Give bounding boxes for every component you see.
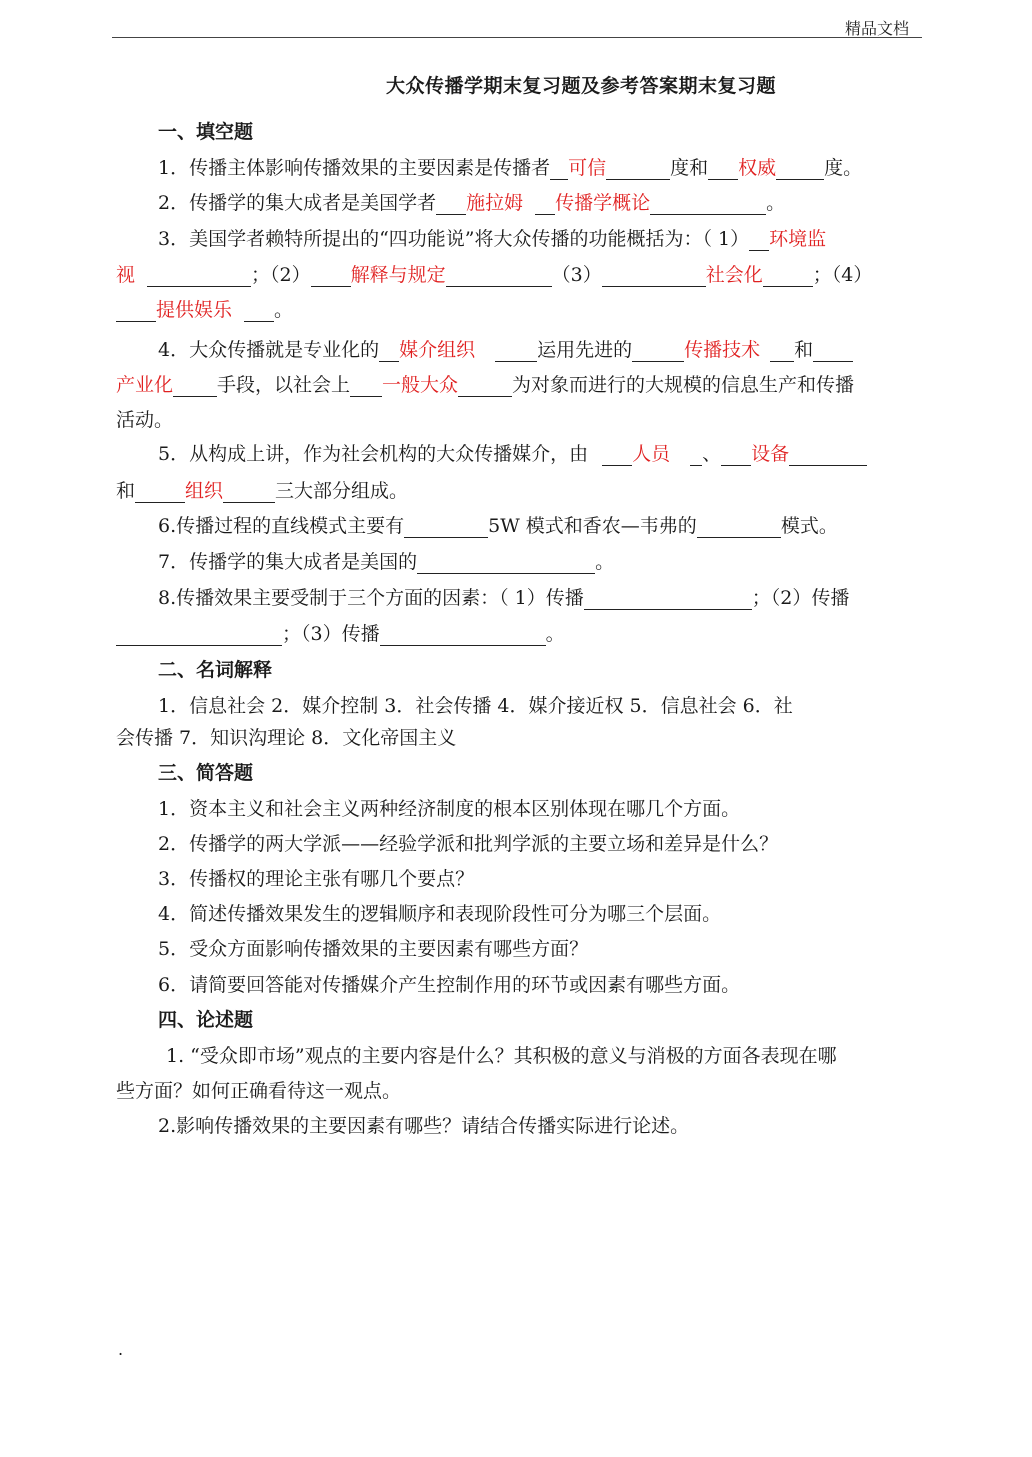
question-5	[158, 442, 867, 466]
question-text: 5W 模式和香农—韦弗的	[488, 515, 697, 537]
section-heading-terms: 二、名词解释	[158, 659, 273, 681]
blank-line	[173, 376, 217, 397]
blank-line	[708, 159, 738, 180]
question-text: 度。	[824, 157, 863, 179]
answer-text: 媒介组织	[399, 339, 476, 361]
question-text: 1．传播主体影响传播效果的主要因素是传播者	[158, 157, 551, 179]
blank-line	[135, 482, 185, 503]
blank-line	[697, 517, 781, 538]
blank-line	[244, 301, 274, 322]
answer-text: 可信	[568, 157, 607, 179]
blank-line	[350, 376, 382, 397]
question-text: 。	[766, 192, 786, 214]
answer-text: 提供娱乐	[156, 299, 233, 321]
question-text: ；（2）传播	[751, 587, 850, 609]
question-text: ；（4）	[812, 264, 873, 286]
blank-line	[721, 445, 751, 466]
blank-line	[584, 589, 752, 610]
answer-text: 社会化	[705, 264, 763, 286]
blank-line	[606, 159, 670, 180]
blank-line	[379, 341, 399, 362]
question-text: 三大部分组成。	[275, 480, 409, 502]
question-6	[158, 514, 838, 538]
answer-text: 人员	[632, 443, 671, 465]
blank-line	[116, 625, 282, 646]
question-text: ；（2）	[251, 264, 311, 286]
question-text: 2．传播学的集大成者是美国学者	[158, 192, 437, 214]
document-title: 大众传播学期末复习题及参考答案期末复习题	[386, 75, 777, 97]
answer-text: 解释与规定	[350, 264, 446, 286]
blank-line	[380, 625, 546, 646]
blank-line	[690, 445, 702, 466]
short-answer-item: 3．传播权的理论主张有哪几个要点？	[158, 868, 475, 890]
short-answer-item: 1．资本主义和社会主义两种经济制度的根本区别体现在哪几个方面。	[158, 798, 741, 820]
blank-line	[436, 194, 466, 215]
blank-line	[446, 266, 552, 287]
answer-text: 传播技术	[684, 339, 761, 361]
answer-text: 视	[116, 264, 136, 286]
question-3	[158, 227, 826, 251]
question-text: 4．大众传播就是专业化的	[158, 339, 380, 361]
question-8-cont	[116, 622, 565, 646]
blank-line	[147, 266, 251, 287]
blank-line	[770, 341, 794, 362]
answer-text: 产业化	[116, 374, 174, 396]
answer-text: 权威	[738, 157, 777, 179]
question-text: 。	[274, 299, 294, 321]
question-text: 3．美国学者赖特所提出的“四功能说”将大众传播的功能概括为：（ 1）	[158, 228, 750, 250]
question-5-cont	[116, 479, 408, 503]
blank-line	[813, 341, 853, 362]
question-text: 7．传播学的集大成者是美国的	[158, 551, 418, 573]
question-4-cont2: 活动。	[116, 409, 174, 431]
question-4	[158, 338, 853, 362]
answer-text: 环境监	[769, 228, 827, 250]
header-divider	[112, 37, 922, 38]
question-text: 6.传播过程的直线模式主要有	[158, 515, 405, 537]
question-2	[158, 191, 785, 215]
blank-line	[223, 482, 275, 503]
blank-line	[550, 159, 568, 180]
question-1	[158, 156, 862, 180]
question-3-cont2	[116, 298, 293, 322]
question-text: 5．从构成上讲，作为社会机构的大众传播媒介，由	[158, 443, 589, 465]
answer-text: 组织	[185, 480, 224, 502]
answer-text: 设备	[751, 443, 790, 465]
question-text: （3）	[551, 264, 602, 286]
question-text: 为对象而进行的大规模的信息生产和传播	[512, 374, 855, 396]
blank-line	[602, 445, 632, 466]
blank-line	[632, 341, 684, 362]
question-7	[158, 550, 614, 574]
blank-line	[763, 266, 813, 287]
question-3-cont	[116, 263, 872, 287]
answer-text: 一般大众	[382, 374, 459, 396]
blank-line	[458, 376, 512, 397]
question-text: 8.传播效果主要受制于三个方面的因素：（ 1）传播	[158, 587, 584, 609]
blank-line	[776, 159, 824, 180]
question-4-cont	[116, 373, 854, 397]
blank-line	[535, 194, 555, 215]
question-text: 运用先进的	[537, 339, 633, 361]
blank-line	[602, 266, 706, 287]
blank-line	[404, 517, 488, 538]
question-text: 手段，以社会上	[217, 374, 351, 396]
question-text: 模式。	[780, 515, 838, 537]
question-text: 度和	[670, 157, 709, 179]
question-8	[158, 586, 849, 610]
blank-line	[311, 266, 351, 287]
short-answer-item: 5．受众方面影响传播效果的主要因素有哪些方面？	[158, 938, 589, 960]
blank-line	[749, 230, 769, 251]
blank-line	[116, 301, 156, 322]
short-answer-item: 6．请简要回答能对传播媒介产生控制作用的环节或因素有哪些方面。	[158, 974, 741, 996]
terms-line-2: 会传播 7．知识沟理论 8．文化帝国主义	[116, 727, 457, 749]
blank-line	[495, 341, 537, 362]
short-answer-item: 2．传播学的两大学派——经验学派和批判学派的主要立场和差异是什么？	[158, 833, 779, 855]
blank-line	[650, 194, 766, 215]
question-text: 。	[595, 551, 615, 573]
section-heading-fill-blank: 一、填空题	[158, 121, 254, 143]
question-text: 和	[794, 339, 814, 361]
essay-question-2: 2.影响传播效果的主要因素有哪些？请结合传播实际进行论述。	[158, 1115, 690, 1137]
essay-question-1: 1. “受众即市场”观点的主要内容是什么？其积极的意义与消极的方面各表现在哪	[166, 1045, 837, 1067]
blank-line	[417, 553, 595, 574]
footer-dot: .	[118, 1340, 124, 1359]
question-text: 和	[116, 480, 136, 502]
answer-text: 施拉姆	[466, 192, 524, 214]
question-text: 、	[702, 443, 722, 465]
section-heading-essay: 四、论述题	[158, 1009, 254, 1031]
blank-line	[789, 445, 867, 466]
section-heading-short-answer: 三、简答题	[158, 762, 254, 784]
terms-line-1: 1．信息社会 2．媒介控制 3．社会传播 4．媒介接近权 5．信息社会 6．社	[158, 695, 793, 717]
header-label: 精品文档	[845, 19, 910, 38]
answer-text: 传播学概论	[555, 192, 651, 214]
short-answer-item: 4．简述传播效果发生的逻辑顺序和表现阶段性可分为哪三个层面。	[158, 903, 722, 925]
question-text: 。	[545, 623, 565, 645]
essay-question-1-cont: 些方面？如何正确看待这一观点。	[116, 1080, 402, 1102]
question-text: ；（3）传播	[282, 623, 380, 645]
